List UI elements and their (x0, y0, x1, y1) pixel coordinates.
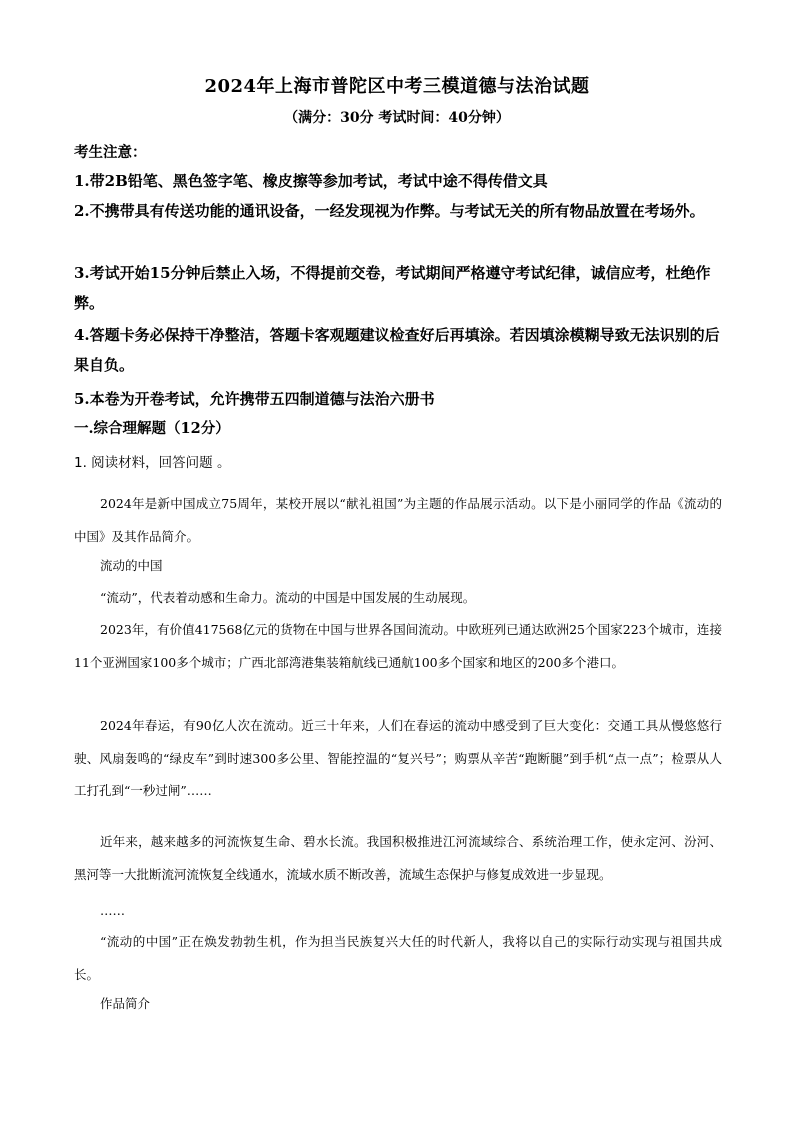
notice-item-4: 4.答题卡务必保持干净整洁，答题卡客观题建议检查好后再填涂。若因填涂模糊导致无法识别的后果自负。 (74, 326, 720, 374)
notice-item-3: 3.考试开始15分钟后禁止入场，不得提前交卷，考试期间严格遵守考试纪律，诚信应考，杜绝作弊。 (74, 264, 711, 312)
material-paragraph-5: “流动的中国”正在焕发勃勃生机，作为担当民族复兴大任的时代新人，我将以自己的实际行动实现与祖国共成长。 (74, 934, 722, 982)
notice-item-5: 5.本卷为开卷考试，允许携带五四制道德与法治六册书 (74, 390, 435, 408)
material-ellipsis: …… (100, 903, 125, 918)
material-paragraph-3: 2024年春运，有90亿人次在流动。近三十年来，人们在春运的流动中感受到了巨大变化：交通工具从慢悠悠行驶、风扇轰鸣的“绿皮车”到时速300多公里、智能控温的“复兴号”；购票从辛苦“跑断腿”到手机“点一点”；检票从人工打孔到“一秒过闸”…… (74, 718, 722, 798)
notice-heading: 考生注意： (74, 144, 147, 161)
exam-info: （满分：30分 考试时间：40分钟） (284, 110, 510, 126)
material-paragraph-4: 近年来，越来越多的河流恢复生命、碧水长流。我国积极推进江河流域综合、系统治理工作，使永定河、汾河、黑河等一大批断流河流恢复全线通水，流域水质不断改善，流域生态保护与修复成效进一步显现。 (74, 834, 722, 882)
material-paragraph-2: 2023年，有价值417568亿元的货物在中国与世界各国间流动。中欧班列已通达欧洲25个国家223个城市，连接11个亚洲国家100多个城市；广西北部湾港集装箱航线已通航100多个国家和地区的200多个港口。 (74, 622, 722, 670)
question-prompt: 1. 阅读材料，回答问题 。 (74, 455, 231, 471)
page-title: 2024年上海市普陀区中考三模道德与法治试题 (204, 76, 590, 97)
work-intro-heading: 作品简介 (100, 996, 151, 1011)
section-heading: 一.综合理解题（12分） (74, 420, 230, 437)
notice-item-1: 1.带2B铅笔、黑色签字笔、橡皮擦等参加考试，考试中途不得传借文具 (74, 172, 548, 190)
notice-item-2: 2.不携带具有传送功能的通讯设备，一经发现视为作弊。与考试无关的所有物品放置在考场外。 (74, 202, 705, 220)
work-title: 流动的中国 (100, 558, 163, 573)
material-intro: 2024年是新中国成立75周年，某校开展以“献礼祖国”为主题的作品展示活动。以下是小丽同学的作品《流动的中国》及其作品简介。 (74, 496, 722, 544)
material-paragraph-1: “流动”，代表着动感和生命力。流动的中国是中国发展的生动展现。 (100, 590, 476, 605)
